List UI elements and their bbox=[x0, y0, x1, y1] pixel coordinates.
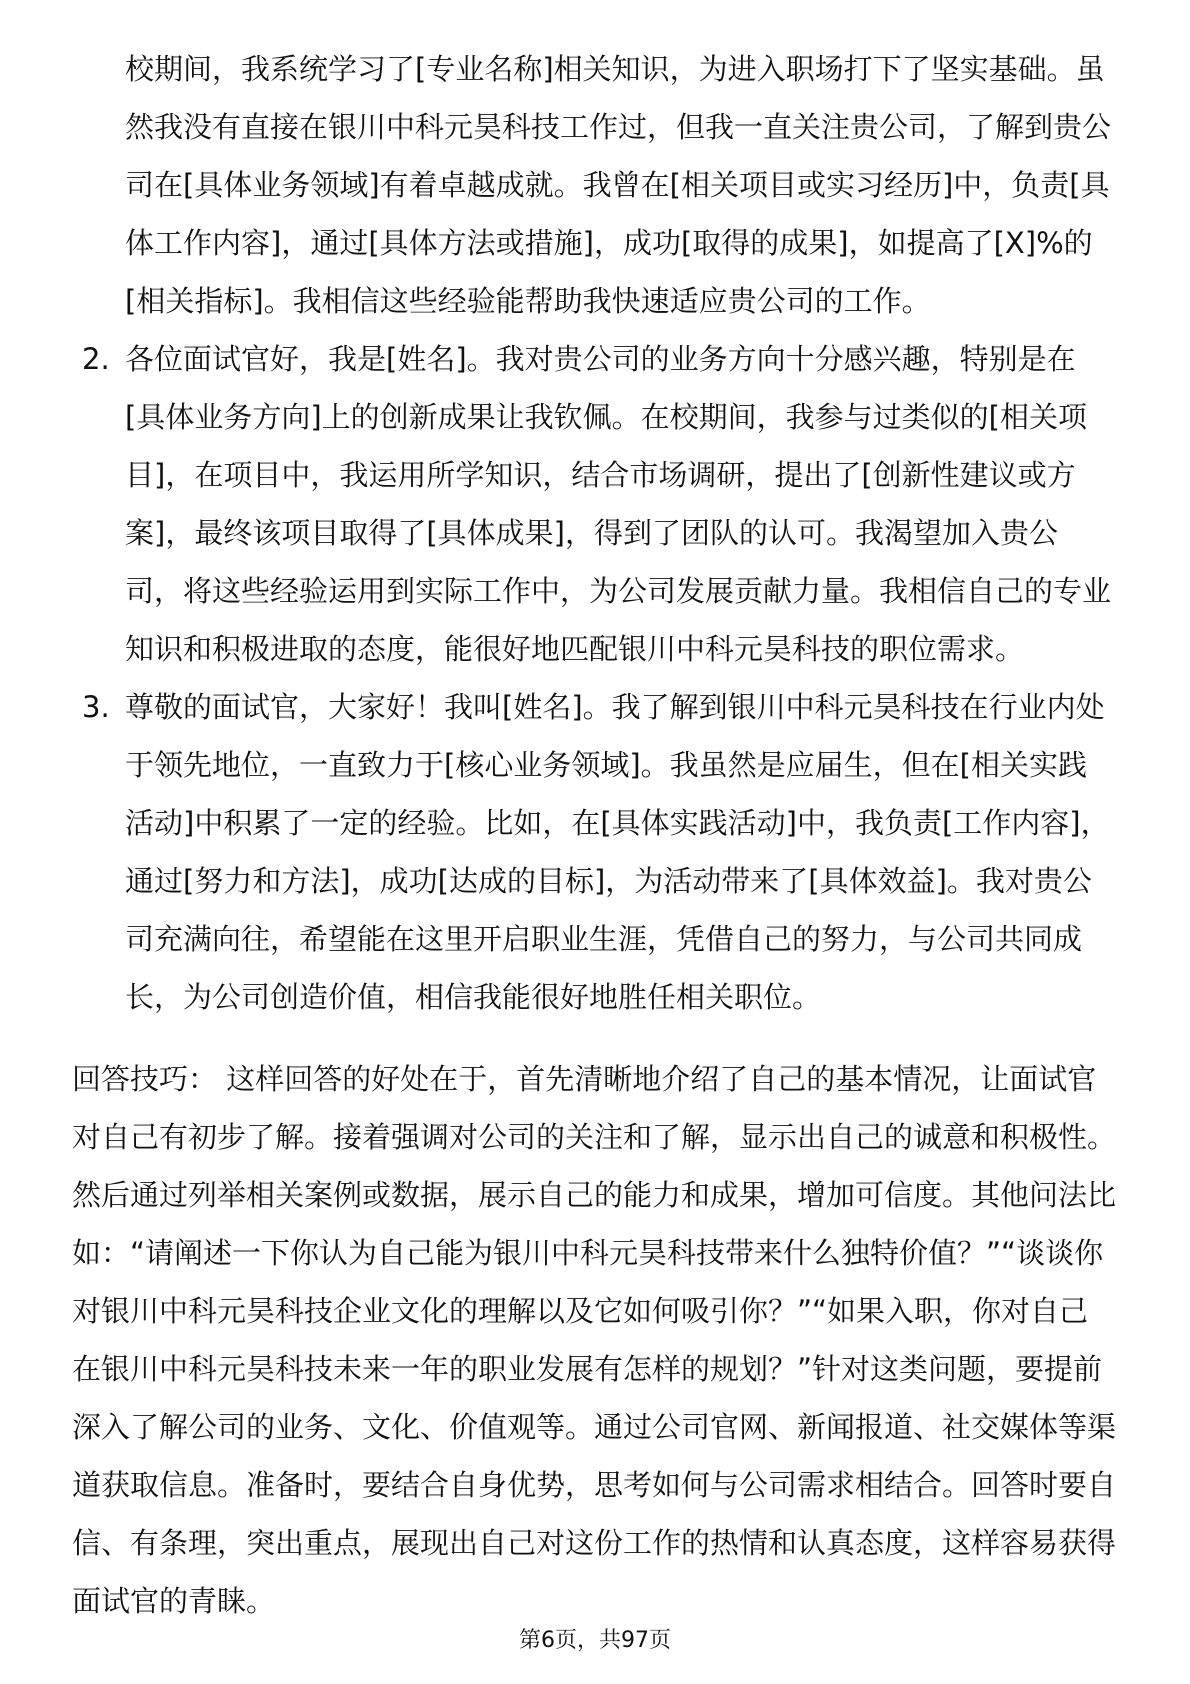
answer-tips-paragraph bbox=[72, 1050, 1117, 1630]
page-number-footer: 第6页，共97页 bbox=[519, 1628, 671, 1653]
tips-label: 回答技巧： bbox=[72, 1062, 218, 1096]
list-item-number: 2. bbox=[82, 342, 110, 376]
list-item bbox=[82, 330, 1115, 678]
list-item-number: 3. bbox=[82, 690, 110, 724]
answer-1-continuation: 校期间，我系统学习了[专业名称]相关知识，为进入职场打下了坚实基础。虽然我没有直接在银川中科元昊科技工作过，但我一直关注贵公司，了解到贵公司在[具体业务领域]有着卓越成就。我曾在[相关项目或实习经历]中，负责[具体工作内容]，通过[具体方法或措施]，成功[取得的成果]，如提高了[X]%的[相关指标]。我相信这些经验能帮助我快速适应贵公司的工作。 bbox=[125, 52, 1112, 318]
sample-answers-list bbox=[82, 330, 1115, 1026]
tips-text: 这样回答的好处在于，首先清晰地介绍了自己的基本情况，让面试官对自己有初步了解。接着强调对公司的关注和了解，显示出自己的诚意和积极性。然后通过列举相关案例或数据，展示自己的能力和成果，增加可信度。其他问法比如：“请阐述一下你认为自己能为银川中科元昊科技带来什么独特价值？”“谈谈你对银川中科元昊科技企业文化的理解以及它如何吸引你？”“如果入职，你对自己在银川中科元昊科技未来一年的职业发展有怎样的规划？”针对这类问题，要提前深入了解公司的业务、文化、价值观等。通过公司官网、新闻报道、社交媒体等渠道获取信息。准备时，要结合自身优势，思考如何与公司需求相结合。回答时要自信、有条理，突出重点，展现出自己对这份工作的热情和认真态度，这样容易获得面试官的青睐。 bbox=[72, 1062, 1117, 1618]
list-item-text: 各位面试官好，我是[姓名]。我对贵公司的业务方向十分感兴趣，特别是在[具体业务方向]上的创新成果让我钦佩。在校期间，我参与过类似的[相关项目]，在项目中，我运用所学知识，结合市场调研，提出了[创新性建议或方案]，最终该项目取得了[具体成果]，得到了团队的认可。我渴望加入贵公司，将这些经验运用到实际工作中，为公司发展贡献力量。我相信自己的专业知识和积极进取的态度，能很好地匹配银川中科元昊科技的职位需求。 bbox=[125, 342, 1112, 666]
list-item-text: 尊敬的面试官，大家好！我叫[姓名]。我了解到银川中科元昊科技在行业内处于领先地位，一直致力于[核心业务领域]。我虽然是应届生，但在[相关实践活动]中积累了一定的经验。比如，在[具体实践活动]中，我负责[工作内容]，通过[努力和方法]，成功[达成的目标]，为活动带来了[具体效益]。我对贵公司充满向往，希望能在这里开启职业生涯，凭借自己的努力，与公司共同成长，为公司创造价值，相信我能很好地胜任相关职位。 bbox=[125, 690, 1110, 1014]
list-item bbox=[82, 678, 1115, 1026]
